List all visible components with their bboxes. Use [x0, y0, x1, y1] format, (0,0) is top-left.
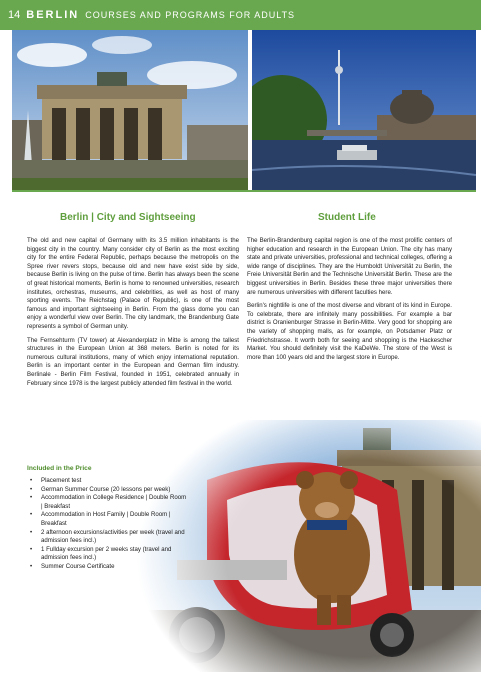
list-item: • 2 afternoon excursions/activities per week (travel and admission fees incl.) [27, 529, 187, 546]
list-item: • Placement test [27, 477, 187, 486]
photo-divider [12, 190, 476, 192]
header-subtitle: COURSES AND PROGRAMS FOR ADULTS [85, 10, 296, 20]
section-title-student-life: Student Life [318, 212, 376, 223]
section-title-city: Berlin | City and Sightseeing [60, 212, 196, 223]
list-item: • 1 Fullday excursion per 2 weeks stay (travel and admission fees incl.) [27, 546, 187, 563]
page-number: 14 [8, 9, 21, 21]
list-item: • Summer Course Certificate [27, 563, 187, 572]
brandenburg-gate-photo [12, 30, 248, 190]
included-list [27, 477, 187, 572]
paragraph: The old and new capital of Germany with its 3.5 million inhabitants is the biggest city in the country. Many consider city of Berlin as the most exciting city for the entire Federal Republic, perhaps because the metropolis on the Spree river revers stops, because old and new have exist side by side, because Berlin is living on the pulse of time. Berlin has always been the scene of great historical moments, Berlin is home to renowned universities, research institutes, orchestras, museums, and celebrities, as well as host of many sporting events. The Reichstag (Palace of Republic), is one of the most famous and important sightseeing in Berlin. From the glass dome you can enjoy a wonderful view over Berlin. The city landmark, the Brandenburg Gate represents a symbol of German unity. [27, 237, 239, 330]
paragraph: The Fernsehturm (TV tower) at Alexanderplatz in Mitte is among the tallest structures in the European Union at 368 meters. Berlin is noted for its numerous cultural institutions, many of which enjoy international reputation. Berlin is an important center in the European and German film industry. Berlinale - Berlin Film Festival, founded in 1951, celebrated annually in February since 1978 is the largest publicly attended film festival in the world. [27, 336, 239, 387]
paragraph: The Berlin-Brandenburg capital region is one of the most prolific centers of higher education and research in the European Union. The city has many state and private universities, professional and technical colleges, offering a wide range of disciplines. They are the Humboldt Universität zu Berlin, the Freie Universität Berlin and the Technische Universität Berlin. These are the biggest universities in Berlin. Besides these three major universities there are numerous universities with different faculties here. [247, 237, 452, 296]
header-title: BERLIN [26, 9, 80, 21]
page-header [0, 0, 481, 30]
student-life-text-column [247, 237, 452, 367]
city-text-column [27, 237, 239, 393]
list-item: • Accommodation in College Residence | Double Room | Breakfast [27, 494, 187, 511]
bear-bike-taxi-photo [137, 420, 481, 672]
included-title: Included in the Price [27, 465, 92, 472]
list-item: • Accommodation in Host Family | Double Room | Breakfast [27, 511, 187, 528]
list-item: • German Summer Course (20 lessons per week) [27, 486, 187, 495]
paragraph: Berlin's nightlife is one of the most diverse and vibrant of its kind in Europe. To celebrate, there are infinitely many possibilities. For example a bar district is Oranienburger Strasse in Berlin-Mitte. Very good for shopping are the variety of shopping malls, as for example, on Potsdamer Platz or Friedrichstrasse. It worth both for seeing and shopping is the Hackescher Market. You should definitely visit the KaDeWe. The store of the West is more than 100 years old and the largest store in Europe. [247, 302, 452, 361]
museum-island-photo [252, 30, 476, 190]
